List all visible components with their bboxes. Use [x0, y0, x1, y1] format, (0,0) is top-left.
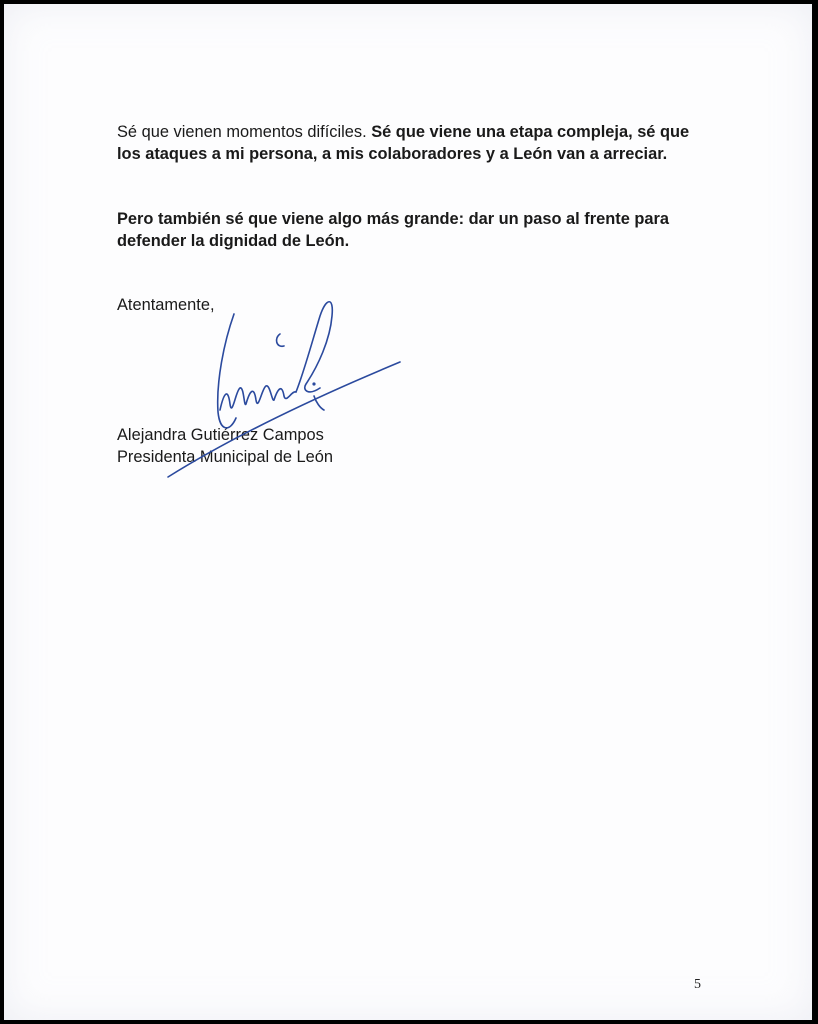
- paragraph-normal-text: Sé que vienen momentos difíciles.: [117, 123, 367, 141]
- paragraph-step-forward: Pero también sé que viene algo más grande: dar un paso al frente para defender la dignidad de León.: [117, 210, 669, 250]
- paragraph-difficult-moments: [117, 121, 717, 165]
- page-number: 5: [694, 977, 701, 992]
- document-page: [4, 4, 812, 1020]
- paragraph-bold-text: Sé que viene una etapa compleja, sé que los ataques a mi persona, a mis colaboradores y a León van a arreciar.: [117, 123, 690, 163]
- signer-name: Alejandra Gutiérrez Campos: [117, 426, 324, 444]
- signer-position: Presidenta Municipal de León: [117, 448, 333, 466]
- closing-salutation: Atentamente,: [117, 296, 215, 314]
